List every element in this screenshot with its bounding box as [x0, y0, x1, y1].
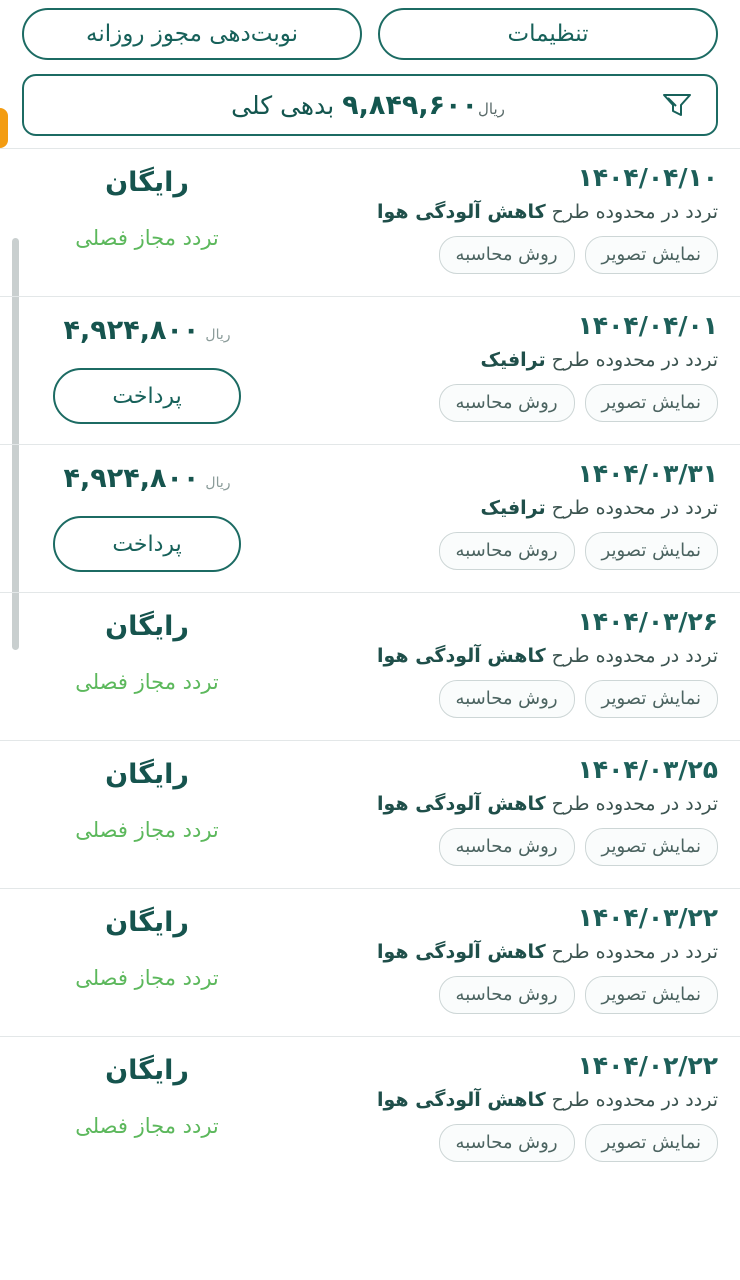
record-actions: [282, 236, 718, 274]
record-description-scheme: کاهش آلودگی هوا: [377, 1089, 546, 1111]
record-description-prefix: تردد در محدوده طرح: [545, 201, 718, 223]
record-date: ۱۴۰۴/۰۳/۲۵: [577, 755, 718, 784]
record-status: تردد مجاز فصلی: [75, 818, 219, 842]
record-amount-free: رایگان: [105, 907, 189, 938]
record-status: تردد مجاز فصلی: [75, 226, 219, 250]
record-date: ۱۴۰۴/۰۳/۳۱: [577, 459, 718, 488]
record-description-scheme: کاهش آلودگی هوا: [377, 201, 546, 223]
chip-calc-method[interactable]: روش محاسبه: [439, 532, 575, 570]
record-actions: [282, 828, 718, 866]
record-description-prefix: تردد در محدوده طرح: [545, 1089, 718, 1111]
record-amount-value: ۴,۹۲۴,۸۰۰: [63, 463, 200, 494]
record-amount-cell: [22, 163, 272, 250]
record-status: تردد مجاز فصلی: [75, 670, 219, 694]
record-amount-cell: [22, 755, 272, 842]
table-row[interactable]: [0, 296, 740, 444]
chip-show-image[interactable]: نمایش تصویر: [585, 976, 718, 1014]
record-date: ۱۴۰۴/۰۳/۲۶: [577, 607, 718, 636]
record-amount-cell: [22, 903, 272, 990]
chip-show-image[interactable]: نمایش تصویر: [585, 828, 718, 866]
record-amount-free: رایگان: [105, 1055, 189, 1086]
tab-daily-permit-appointment[interactable]: [22, 8, 362, 60]
chip-show-image[interactable]: نمایش تصویر: [585, 384, 718, 422]
tab-settings-label: تنظیمات: [507, 21, 589, 47]
chip-show-image[interactable]: نمایش تصویر: [585, 236, 718, 274]
record-description-scheme: کاهش آلودگی هوا: [377, 941, 546, 963]
total-debt-unit: ریال: [478, 99, 505, 118]
record-amount-unit: ریال: [205, 327, 231, 343]
record-actions: [282, 680, 718, 718]
table-row[interactable]: [0, 740, 740, 888]
table-row[interactable]: [0, 888, 740, 1036]
record-description: [282, 1088, 718, 1114]
record-amount-cell: [22, 459, 272, 572]
record-date: ۱۴۰۴/۰۲/۲۲: [577, 1051, 718, 1080]
table-row[interactable]: [0, 148, 740, 296]
record-description-scheme: کاهش آلودگی هوا: [377, 645, 546, 667]
chip-show-image[interactable]: نمایش تصویر: [585, 1124, 718, 1162]
table-row[interactable]: [0, 444, 740, 592]
record-description: [282, 792, 718, 818]
table-row[interactable]: [0, 592, 740, 740]
record-description: [282, 940, 718, 966]
record-amount-cell: [22, 311, 272, 424]
record-detail: [272, 163, 718, 274]
chip-show-image[interactable]: نمایش تصویر: [585, 680, 718, 718]
record-description-scheme: ترافیک: [480, 349, 546, 371]
record-description-scheme: کاهش آلودگی هوا: [377, 793, 546, 815]
record-amount: [22, 315, 272, 346]
record-actions: [282, 1124, 718, 1162]
transit-records-list: [0, 148, 740, 1184]
record-amount: [22, 463, 272, 494]
record-detail: [272, 459, 718, 570]
record-detail: [272, 903, 718, 1014]
record-date: ۱۴۰۴/۰۴/۰۱: [577, 311, 718, 340]
chip-calc-method[interactable]: روش محاسبه: [439, 828, 575, 866]
record-description: [282, 200, 718, 226]
chip-calc-method[interactable]: روش محاسبه: [439, 680, 575, 718]
pay-button[interactable]: پرداخت: [53, 368, 241, 424]
record-actions: [282, 976, 718, 1014]
record-detail: [272, 1051, 718, 1162]
total-debt-amount: ۹,۸۴۹,۶۰۰: [342, 89, 479, 121]
total-debt-text: [231, 90, 509, 121]
record-amount-free: رایگان: [105, 167, 189, 198]
record-date: ۱۴۰۴/۰۴/۱۰: [577, 163, 718, 192]
debt-summary-section: [0, 70, 740, 136]
record-amount-unit: ریال: [205, 475, 231, 491]
record-status: تردد مجاز فصلی: [75, 966, 219, 990]
record-description-prefix: تردد در محدوده طرح: [545, 941, 718, 963]
chip-calc-method[interactable]: روش محاسبه: [439, 1124, 575, 1162]
record-actions: [282, 384, 718, 422]
record-description-prefix: تردد در محدوده طرح: [545, 645, 718, 667]
record-date: ۱۴۰۴/۰۳/۲۲: [577, 903, 718, 932]
record-detail: [272, 311, 718, 422]
top-tab-bar: [0, 0, 740, 70]
chip-calc-method[interactable]: روش محاسبه: [439, 976, 575, 1014]
side-handle-nub[interactable]: [0, 108, 8, 148]
record-description-prefix: تردد در محدوده طرح: [545, 497, 718, 519]
record-actions: [282, 532, 718, 570]
chip-calc-method[interactable]: روش محاسبه: [439, 384, 575, 422]
record-description: [282, 496, 718, 522]
record-amount-free: رایگان: [105, 759, 189, 790]
tab-daily-permit-appointment-label: نوبت‌دهی مجوز روزانه: [85, 21, 299, 47]
record-detail: [272, 607, 718, 718]
tab-settings[interactable]: [378, 8, 718, 60]
record-description-prefix: تردد در محدوده طرح: [545, 349, 718, 371]
table-row[interactable]: [0, 1036, 740, 1184]
record-amount-cell: [22, 1051, 272, 1138]
total-debt-bar[interactable]: [22, 74, 718, 136]
pay-button[interactable]: پرداخت: [53, 516, 241, 572]
chip-calc-method[interactable]: روش محاسبه: [439, 236, 575, 274]
filter-icon[interactable]: [660, 91, 694, 119]
record-amount-free: رایگان: [105, 611, 189, 642]
record-description-prefix: تردد در محدوده طرح: [545, 793, 718, 815]
record-description-scheme: ترافیک: [480, 497, 546, 519]
total-debt-label: بدهی کلی: [231, 90, 335, 120]
record-description: [282, 644, 718, 670]
record-status: تردد مجاز فصلی: [75, 1114, 219, 1138]
record-detail: [272, 755, 718, 866]
record-amount-value: ۴,۹۲۴,۸۰۰: [63, 315, 200, 346]
chip-show-image[interactable]: نمایش تصویر: [585, 532, 718, 570]
record-description: [282, 348, 718, 374]
record-amount-cell: [22, 607, 272, 694]
